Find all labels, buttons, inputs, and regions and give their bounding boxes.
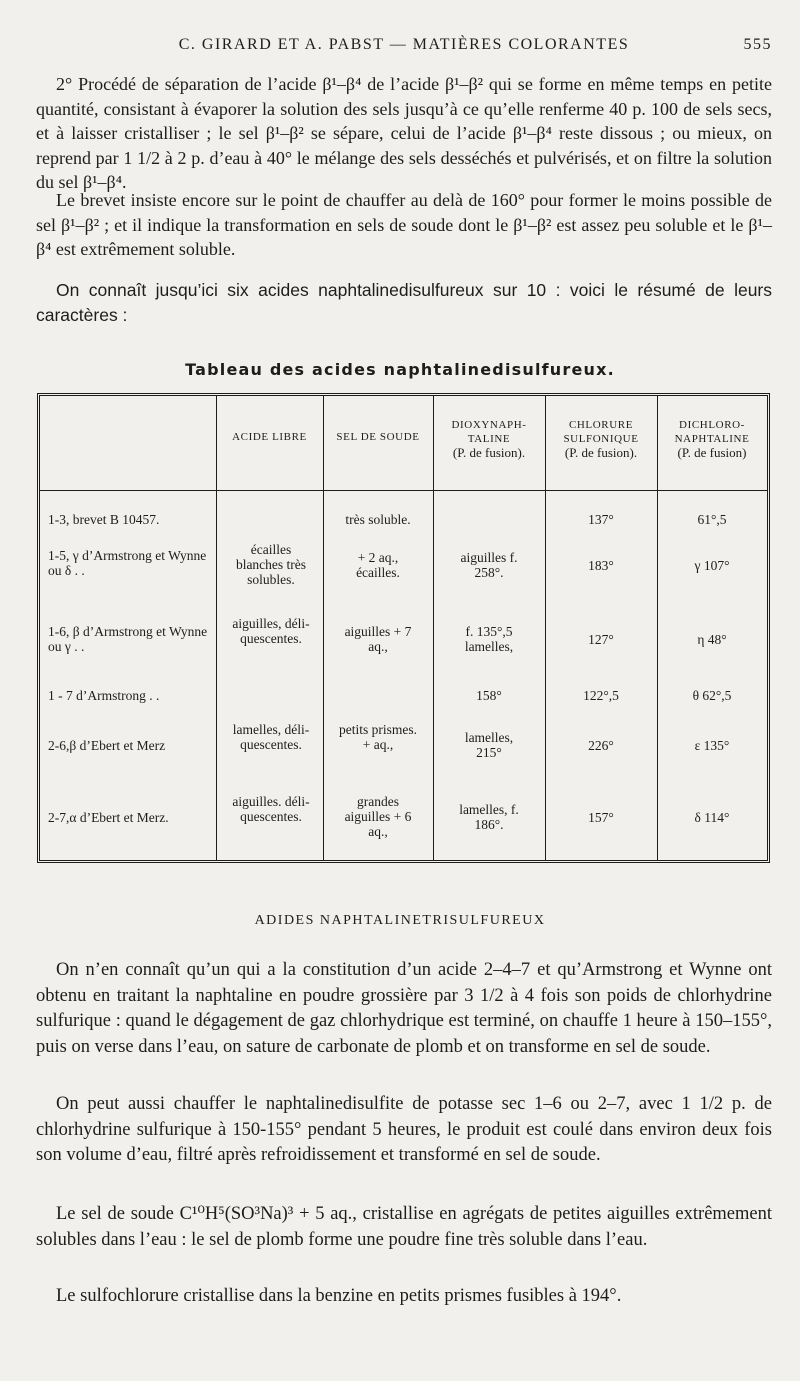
column-label: ACIDE LIBRE (232, 431, 307, 443)
chlorure-cell: 122°,5 (583, 688, 619, 703)
sel-cell: petits prismes. + aq., (339, 722, 417, 752)
running-title: C. GIRARD ET A. PABST — MATIÈRES COLORANTES (178, 36, 630, 53)
dichloro-cell: ε 135° (694, 738, 730, 753)
acids-table (37, 393, 770, 863)
column-rule (657, 396, 658, 860)
paragraph-alternative-method: On peut aussi chauffer le naphtalinedisulfite de potasse sec 1–6 ou 2–7, avec 1 1/2 p. de chlorhydrine sulfurique à 150-155° pendant 5 heures, le produit est coulé dans environ deux fois son volume d’eau, filtré après refroidissement et transformé en sel de soude. (36, 1094, 772, 1165)
chlorure-cell: 157° (588, 810, 614, 825)
column-sublabel: (P. de fusion) (677, 445, 747, 460)
running-header (36, 36, 772, 62)
dioxy-cell: lamelles, 215° (464, 730, 514, 760)
dichloro-cell: θ 62°,5 (692, 688, 732, 703)
dioxy-cell: f. 135°,5 lamelles, (464, 624, 514, 654)
column-rule (216, 396, 217, 860)
acide-cell: lamelles, déli-quescentes. (232, 722, 310, 752)
column-label: DICHLORO-NAPHTALINE (674, 419, 750, 445)
column-label: SEL DE SOUDE (336, 431, 420, 443)
sel-cell: grandes aiguilles + 6 aq., (344, 794, 412, 839)
column-rule (433, 396, 434, 860)
page-number: 555 (743, 36, 772, 53)
column-header-acide (216, 430, 323, 444)
sel-cell: aiguilles + 7 aq., (344, 624, 412, 654)
column-label: DIOXYNAPH-TALINE (451, 419, 527, 445)
row-name: 1-6, β d’Armstrong et Wynne ou γ . . (48, 624, 208, 654)
acide-cell: écailles blanches très solubles. (235, 542, 307, 587)
chlorure-cell: 137° (588, 512, 614, 527)
sel-cell: très soluble. (345, 512, 411, 527)
section-heading: ADIDES NAPHTALINETRISULFUREUX (254, 913, 546, 928)
column-header-dichloro (657, 418, 767, 460)
dioxy-cell: 158° (476, 688, 502, 703)
chlorure-cell: 226° (588, 738, 614, 753)
column-sublabel: (P. de fusion). (452, 445, 526, 460)
paragraph-summary-intro: On connaît jusqu’ici six acides naphtalinedisulfureux sur 10 : voici le résumé de leurs caractères : (36, 280, 772, 325)
dioxy-cell: aiguilles f. 258°. (460, 550, 518, 580)
column-sublabel: (P. de fusion). (564, 445, 638, 460)
acide-cell: aiguilles, déli-quescentes. (232, 616, 310, 646)
column-label: CHLORURE SULFONIQUE (563, 419, 639, 445)
column-header-chlorure (545, 418, 657, 460)
dichloro-cell: 61°,5 (697, 512, 727, 527)
dichloro-cell: η 48° (697, 632, 727, 647)
dichloro-cell: δ 114° (694, 810, 730, 825)
paragraph-trisulfureux: On n’en connaît qu’un qui a la constitution d’un acide 2–4–7 et qu’Armstrong et Wynne ont obtenu en traitant la naphtaline en poudre grossière par 3 1/2 à 4 fois son poids de chlorhydrine sulfurique : quand le dégagement de gaz chlorhydrique est terminé, on chauffe 1 heure à 150–155°, puis on verse dans l’eau, on sature de carbonate de plomb et on transforme en sel de soude. (36, 960, 772, 1057)
row-name: 1-5, γ d’Armstrong et Wynne ou δ . . (48, 548, 207, 578)
row-name: 1 - 7 d’Armstrong . . (48, 688, 160, 703)
column-rule (323, 396, 324, 860)
header-rule (40, 490, 767, 491)
row-name: 1-3, brevet B 10457. (48, 512, 160, 527)
acide-cell: aiguilles. déli-quescentes. (232, 794, 310, 824)
paragraph-patent-note: Le brevet insiste encore sur le point de chauffer au delà de 160° pour former le moins possible de sel β¹–β² ; et il indique la transformation en sels de soude dont le β¹–β² est assez peu soluble et le β¹–β⁴ est extrêmement soluble. (36, 190, 772, 259)
sel-cell: + 2 aq., écailles. (356, 550, 400, 580)
dioxy-cell: lamelles, f. 186°. (459, 802, 519, 832)
row-name: 2-7,α d’Ebert et Merz. (48, 810, 169, 825)
chlorure-cell: 183° (588, 558, 614, 573)
column-header-sel (323, 430, 433, 444)
chlorure-cell: 127° (588, 632, 614, 647)
column-rule (545, 396, 546, 860)
paragraph-sulfochloride: Le sulfochlorure cristallise dans la benzine en petits prismes fusibles à 194°. (56, 1286, 622, 1306)
dichloro-cell: γ 107° (694, 558, 730, 573)
paragraph-sodium-salt: Le sel de soude C¹⁰H⁵(SO³Na)³ + 5 aq., cristallise en agrégats de petites aiguilles extrêmement solubles dans l’eau : le sel de plomb forme une poudre fine très soluble dans l’eau. (36, 1204, 772, 1250)
paragraph-separation-process: 2° Procédé de séparation de l’acide β¹–β⁴ de l’acide β¹–β² qui se forme en même temps en petite quantité, consistant à évaporer la solution des sels jusqu’à ce qu’elle renferme 40 p. 100 de sels secs, et à laisser cristalliser ; le sel β¹–β² se sépare, celui de l’acide β¹–β⁴ reste dissous ; ou mieux, on reprend par 1 1/2 à 2 p. d’eau à 40° le mélange des sels desséchés et pulvérisés, et on filtre la solution du sel β¹–β⁴. (36, 74, 772, 192)
column-header-dioxy (433, 418, 545, 460)
table-title: Tableau des acides naphtalinedisulfureux. (185, 360, 615, 379)
row-name: 2-6,β d’Ebert et Merz (48, 738, 166, 753)
